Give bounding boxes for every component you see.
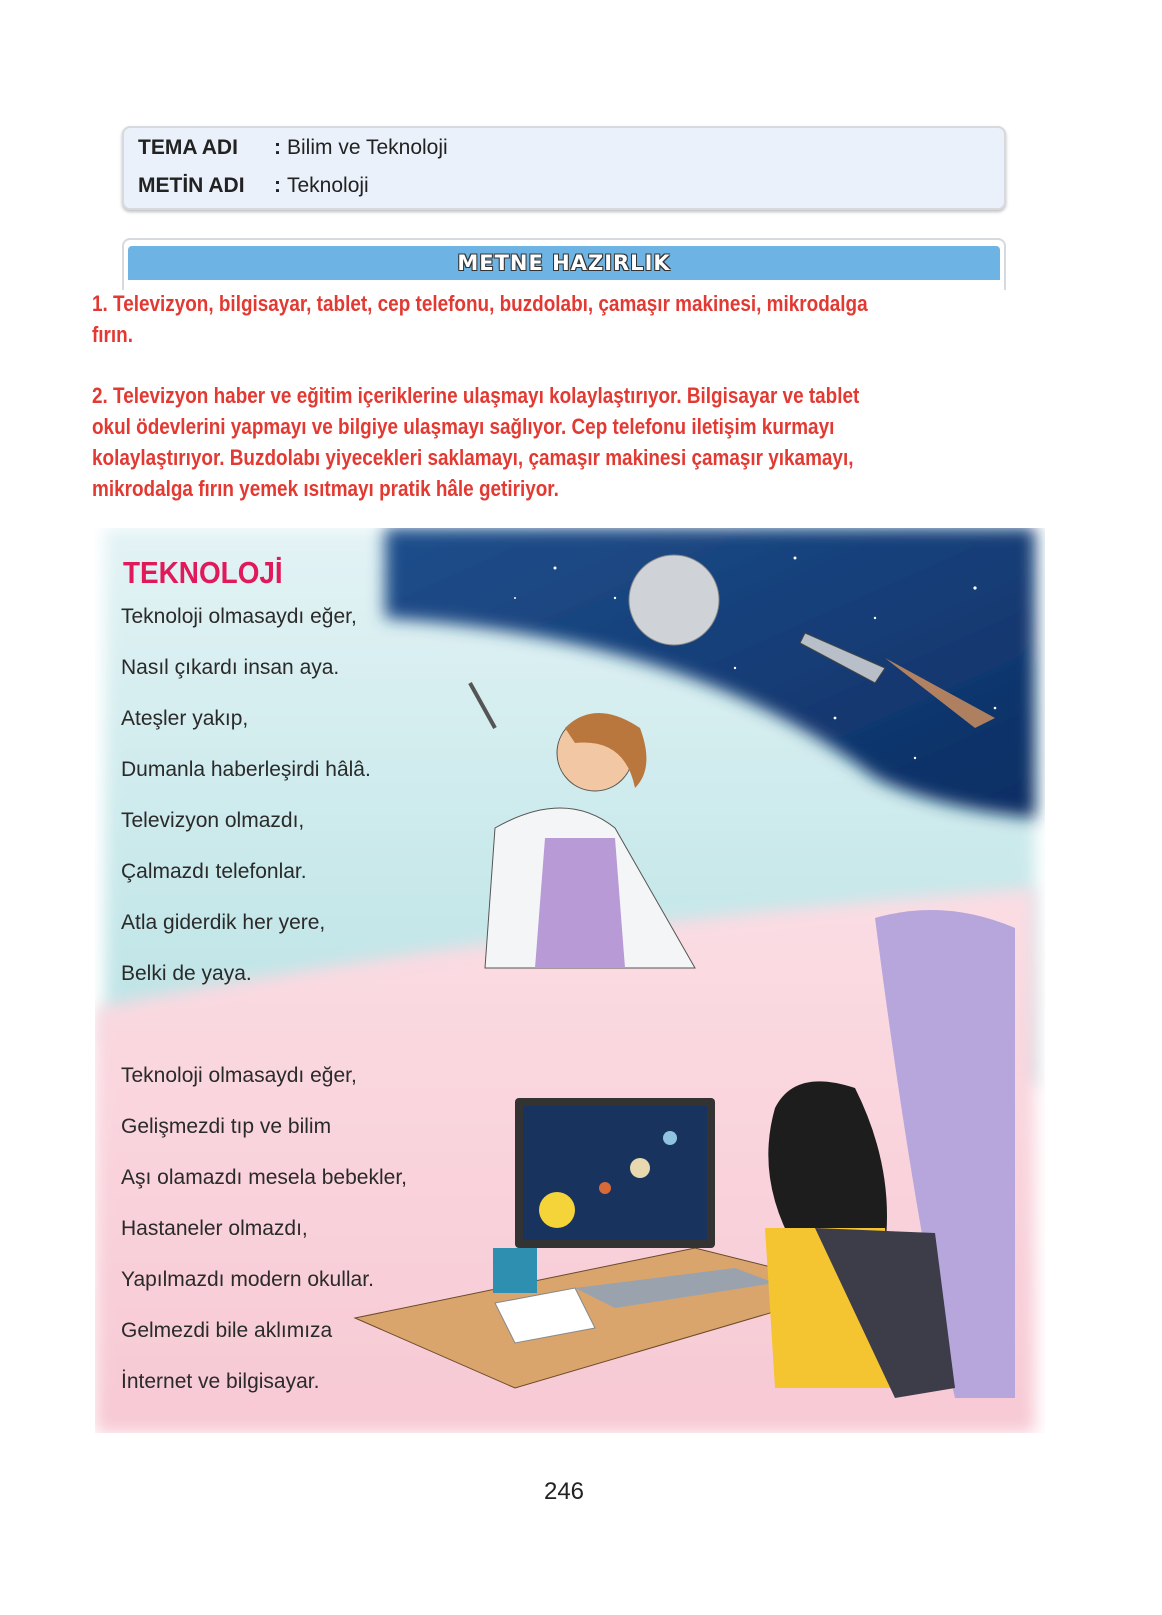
poem-line: Nasıl çıkardı insan aya. [121, 656, 340, 679]
moon-icon [629, 555, 719, 645]
poem-stanza-2 [121, 1063, 407, 1420]
answer-line: mikrodalga fırın yemek ısıtmayı pratik hâle getiriyor. [92, 476, 559, 501]
poem-line: Televizyon olmazdı, [121, 809, 305, 832]
poem-line: İnternet ve bilgisayar. [121, 1370, 320, 1393]
theme-label: TEMA ADI [138, 136, 238, 159]
separator: : [274, 136, 281, 159]
poem-line: Atla giderdik her yere, [121, 911, 326, 934]
answer-2 [92, 380, 868, 504]
pencil-cup [493, 1248, 537, 1293]
poem-line: Yapılmazdı modern okullar. [121, 1268, 374, 1291]
preparation-title: METNE HAZIRLIK [457, 251, 671, 275]
separator: : [274, 174, 281, 197]
text-row [138, 174, 369, 198]
theme-row [138, 136, 448, 160]
poem-title: TEKNOLOJİ [123, 555, 283, 590]
poem-line: Gelişmezdi tıp ve bilim [121, 1115, 332, 1138]
preparation-header [122, 238, 1006, 290]
poem-line: Teknoloji olmasaydı eğer, [121, 1064, 357, 1087]
answer-1 [92, 288, 868, 350]
poem-stanza-1 [121, 604, 371, 1012]
poem-line: Çalmazdı telefonlar. [121, 860, 307, 883]
poem-line: Gelmezdi bile aklımıza [121, 1319, 333, 1342]
theme-value: Bilim ve Teknoloji [287, 136, 448, 159]
poem-line: Aşı olamazdı mesela bebekler, [121, 1166, 407, 1189]
answer-line: fırın. [92, 322, 133, 347]
page-number: 246 [543, 1478, 585, 1505]
answers [92, 288, 994, 504]
answer-line: 1. Televizyon, bilgisayar, tablet, cep telefonu, buzdolabı, çamaşır makinesi, mikrodalga [92, 291, 868, 316]
poem-line: Hastaneler olmazdı, [121, 1217, 308, 1240]
theme-info-box [122, 126, 1006, 210]
preparation-bar [128, 246, 1000, 280]
text-value: Teknoloji [287, 174, 369, 197]
answer-line: okul ödevlerini yapmayı ve bilgiye ulaşmayı sağlıyor. Cep telefonu iletişim kurmayı [92, 414, 835, 439]
poem-line: Dumanla haberleşirdi hâlâ. [121, 758, 371, 781]
answer-line: 2. Televizyon haber ve eğitim içeriklerine ulaşmayı kolaylaştırıyor. Bilgisayar ve tablet [92, 383, 860, 408]
answer-line: kolaylaştırıyor. Buzdolabı yiyecekleri saklamayı, çamaşır makinesi çamaşır yıkamayı, [92, 445, 854, 470]
poem-line: Teknoloji olmasaydı eğer, [121, 605, 357, 628]
poem-line: Ateşler yakıp, [121, 707, 249, 730]
poem-line: Belki de yaya. [121, 962, 252, 985]
text-label: METİN ADI [138, 174, 245, 197]
